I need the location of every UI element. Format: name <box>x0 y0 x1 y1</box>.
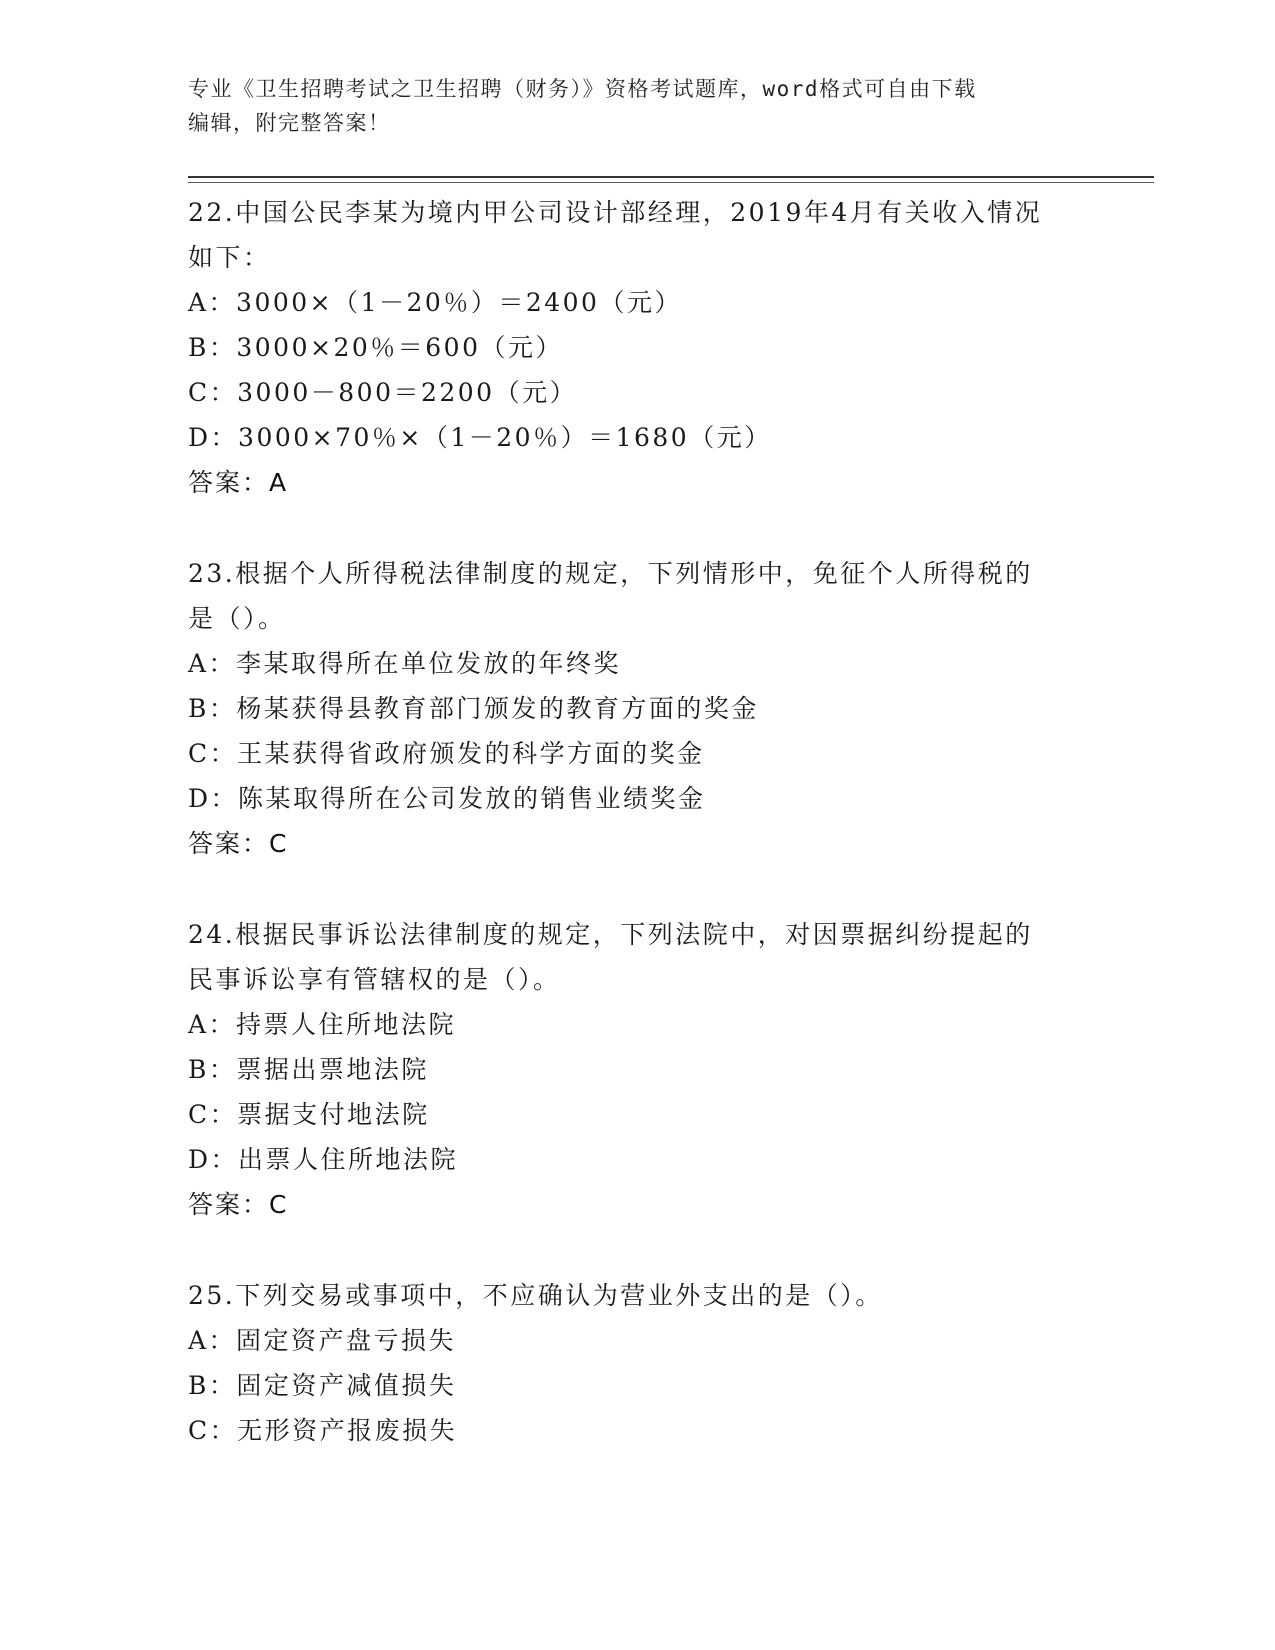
option-c: C：王某获得省政府颁发的科学方面的奖金 <box>188 739 705 768</box>
document-header <box>188 72 1088 140</box>
option-b: B：固定资产减值损失 <box>188 1371 457 1400</box>
question-stem-continued: 民事诉讼享有管辖权的是（）。 <box>188 965 561 994</box>
option-a: A：李某取得所在单位发放的年终奖 <box>188 649 622 678</box>
answer-label: 答案：A <box>188 468 289 497</box>
header-divider-thick <box>188 176 1154 178</box>
question-25 <box>188 1273 1138 1453</box>
answer-label: 答案：C <box>188 829 289 858</box>
option-b: B：杨某获得县教育部门颁发的教育方面的奖金 <box>188 694 759 723</box>
header-divider-thin <box>188 182 1154 183</box>
option-a: A：持票人住所地法院 <box>188 1010 457 1039</box>
question-24 <box>188 912 1138 1227</box>
header-line-2: 编辑，附完整答案！ <box>188 111 391 135</box>
header-line-1: 专业《卫生招聘考试之卫生招聘（财务）》资格考试题库，word格式可自由下载 <box>188 77 977 101</box>
option-b: B：票据出票地法院 <box>188 1055 429 1084</box>
question-stem: 24.根据民事诉讼法律制度的规定，下列法院中，对因票据纠纷提起的 <box>188 920 1033 949</box>
question-stem-continued: 是（）。 <box>188 604 286 633</box>
question-stem: 23.根据个人所得税法律制度的规定，下列情形中，免征个人所得税的 <box>188 559 1033 588</box>
answer-label: 答案：C <box>188 1190 289 1219</box>
question-23 <box>188 551 1138 866</box>
option-d: D：出票人住所地法院 <box>188 1145 459 1174</box>
question-stem: 25.下列交易或事项中，不应确认为营业外支出的是（）。 <box>188 1281 883 1310</box>
option-c: C：票据支付地法院 <box>188 1100 430 1129</box>
option-c: C：3000－800＝2200（元） <box>188 378 578 407</box>
question-stem: 22.中国公民李某为境内甲公司设计部经理，2019年4月有关收入情况 <box>188 198 1043 227</box>
question-22 <box>188 190 1138 505</box>
question-list <box>188 190 1138 1499</box>
option-a: A：固定资产盘亏损失 <box>188 1326 457 1355</box>
option-a: A：3000×（1－20％）＝2400（元） <box>188 288 682 317</box>
option-b: B：3000×20％＝600（元） <box>188 333 563 362</box>
option-c: C：无形资产报废损失 <box>188 1416 458 1445</box>
option-d: D：3000×70％×（1－20％）＝1680（元） <box>188 423 772 452</box>
option-d: D：陈某取得所在公司发放的销售业绩奖金 <box>188 784 706 813</box>
question-stem-continued: 如下： <box>188 243 271 272</box>
